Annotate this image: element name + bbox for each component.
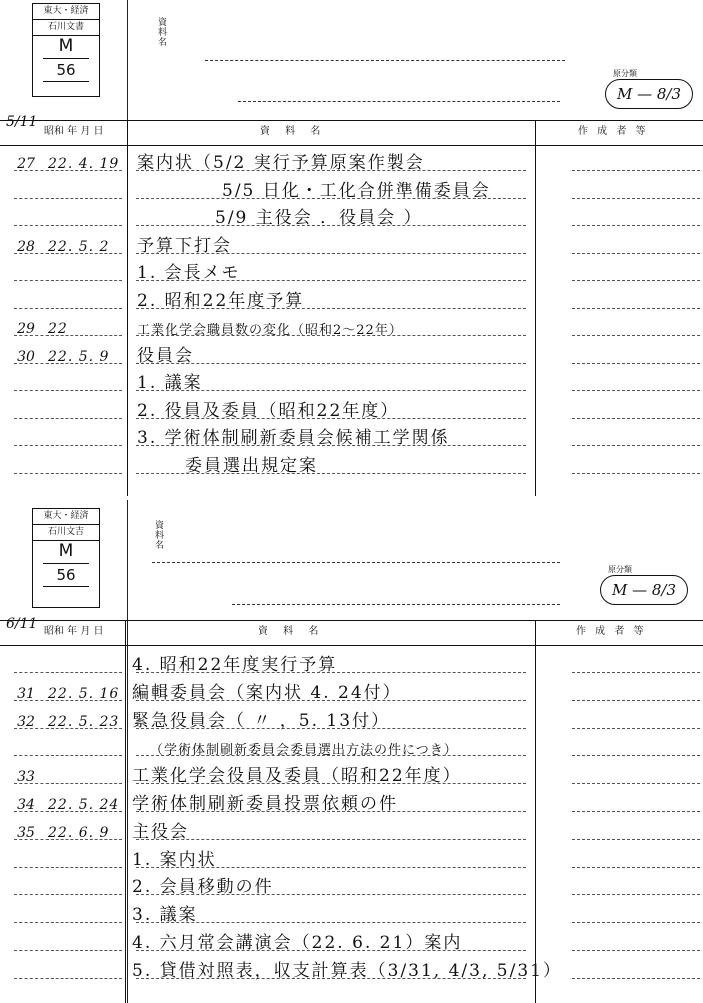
page-mark: 6/11 xyxy=(6,616,38,632)
classification-label: 原分類 xyxy=(608,565,632,574)
entry-title: 3. 学術体制刷新委員会候補工学関係 xyxy=(137,428,450,448)
leader-line xyxy=(46,198,122,199)
leader-line xyxy=(572,225,700,226)
entry-title: 5. 貸借対照表，収支計算表（3/31, 4/3, 5/31） xyxy=(132,960,562,981)
leader-line xyxy=(46,894,122,895)
entry-title: 1. 会長メモ xyxy=(137,263,241,283)
column-date: 昭和 年 月 日 xyxy=(44,626,104,637)
entry-row xyxy=(0,845,703,872)
classification xyxy=(605,68,693,109)
entry-row xyxy=(0,451,703,478)
entry-title: 4. 六月常会講演会（22. 6. 21）案内 xyxy=(132,933,463,953)
header-line xyxy=(232,604,560,605)
entry-row xyxy=(0,678,703,705)
entry-title: 5/5 日化・工化合併準備委員会 xyxy=(222,180,491,201)
entry-title: 1. 案内状 xyxy=(132,849,217,870)
entry-number: 34 xyxy=(17,797,35,813)
leader-line xyxy=(572,839,700,840)
leader-line xyxy=(572,253,700,254)
index-card-top xyxy=(0,0,703,496)
entry-title: 主役会 xyxy=(132,821,189,842)
entry-title: 役員会 xyxy=(137,345,194,366)
column-separator xyxy=(127,121,128,145)
entry-row xyxy=(0,231,703,258)
entry-date: 22. 4. 19 xyxy=(48,156,120,172)
entry-date: 22. 5. 23 xyxy=(48,713,120,730)
entry-row xyxy=(0,817,703,844)
leader-line xyxy=(572,922,700,923)
archive-stamp xyxy=(32,3,100,97)
entry-row xyxy=(0,286,703,313)
leader-line xyxy=(572,445,700,446)
leader-line xyxy=(572,308,700,309)
entry-title: 工業化学会職員数の変化（昭和2〜22年） xyxy=(137,323,403,338)
header-line xyxy=(152,562,560,563)
leader-line xyxy=(572,335,700,336)
archive-stamp xyxy=(32,508,100,608)
leader-line xyxy=(46,755,122,756)
column-author: 作 成 者 等 xyxy=(578,126,649,137)
entry-number: 28 xyxy=(17,238,35,255)
leader-line xyxy=(572,198,700,199)
leader-line xyxy=(572,755,700,756)
entry-number: 30 xyxy=(17,348,35,365)
entry-row xyxy=(0,176,703,203)
leader-line xyxy=(572,170,700,171)
leader-line xyxy=(46,672,122,673)
header-label: 資料名 xyxy=(158,18,168,48)
column-separator xyxy=(535,621,536,645)
entry-row xyxy=(0,956,703,983)
column-separator xyxy=(535,121,536,145)
column-name: 資 料 名 xyxy=(260,126,327,137)
stamp-line2: 石川文吉 xyxy=(33,525,99,541)
leader-line xyxy=(572,280,700,281)
entry-row xyxy=(0,148,703,175)
index-card-bottom xyxy=(0,500,703,1003)
entry-row xyxy=(0,900,703,927)
entry-title: 編輯委員会（案内状 4. 24付） xyxy=(132,682,402,703)
leader-line xyxy=(46,280,122,281)
entry-title: 2. 役員及委員（昭和22年度） xyxy=(137,400,400,421)
entry-title: 緊急役員会（ 〃 ，5. 13付） xyxy=(132,710,391,731)
leader-line xyxy=(572,473,700,474)
leader-line xyxy=(46,390,122,391)
entry-row xyxy=(0,872,703,899)
leader-line xyxy=(46,867,122,868)
entry-title: 4. 昭和22年度実行予算 xyxy=(132,655,338,675)
leader-line xyxy=(572,363,700,364)
entry-row xyxy=(0,313,703,340)
entry-row xyxy=(0,928,703,955)
leader-line xyxy=(136,363,526,364)
entry-row xyxy=(0,706,703,733)
header-line xyxy=(238,101,560,102)
leader-line xyxy=(46,783,122,784)
column-author: 作 成 者 等 xyxy=(576,626,647,637)
entry-title: 2. 昭和22年度予算 xyxy=(137,290,305,311)
leader-line xyxy=(46,418,122,419)
entry-title: 工業化学会役員及委員（昭和22年度） xyxy=(132,766,462,787)
stamp-line2: 石川文書 xyxy=(33,20,99,36)
header-line xyxy=(205,60,565,61)
stamp-number: 56 xyxy=(43,59,89,82)
classification-label: 原分類 xyxy=(613,69,637,78)
entry-row xyxy=(0,761,703,788)
leader-line xyxy=(572,867,700,868)
leader-line xyxy=(46,922,122,923)
entry-number: 33 xyxy=(17,769,35,786)
leader-line xyxy=(46,950,122,951)
leader-line xyxy=(572,418,700,419)
page-mark: 5/11 xyxy=(6,114,38,130)
entry-title: 予算下打会 xyxy=(137,235,232,256)
leader-line xyxy=(572,728,700,729)
leader-line xyxy=(572,811,700,812)
stamp-line1: 東大・経済 xyxy=(33,4,99,20)
leader-line xyxy=(572,700,700,701)
entry-row xyxy=(0,368,703,395)
entry-date: 22. 5. 2 xyxy=(48,238,110,255)
entry-date: 22. 5. 24 xyxy=(48,797,120,813)
classification-value: M — 8/3 xyxy=(605,79,693,109)
entry-title: 5/9 主役会 ．役員会 ） xyxy=(215,208,423,228)
entry-title: 1. 議案 xyxy=(137,373,203,393)
leader-line xyxy=(46,225,122,226)
entry-date: 22. 5. 16 xyxy=(48,685,120,702)
stamp-code: M xyxy=(43,541,89,564)
entry-row xyxy=(0,733,703,760)
entry-row xyxy=(0,396,703,423)
leader-line xyxy=(46,308,122,309)
leader-line xyxy=(46,445,122,446)
entry-title: 3. 議案 xyxy=(132,905,198,926)
entry-number: 35 xyxy=(17,824,35,841)
entry-row xyxy=(0,203,703,230)
column-name: 資 料 名 xyxy=(258,626,325,637)
stamp-line1: 東大・経済 xyxy=(33,509,99,525)
entry-date: 22. 5. 9 xyxy=(48,348,110,365)
entry-title: 2. 会員移動の件 xyxy=(132,877,274,898)
stamp-code: M xyxy=(43,36,89,59)
entry-row xyxy=(0,650,703,677)
stamp-number: 56 xyxy=(43,564,89,587)
entry-number: 32 xyxy=(17,713,35,730)
entry-row xyxy=(0,789,703,816)
entry-row xyxy=(0,341,703,368)
entry-row xyxy=(0,258,703,285)
leader-line xyxy=(572,950,700,951)
entry-number: 27 xyxy=(17,156,35,172)
leader-line xyxy=(572,894,700,895)
column-separator xyxy=(125,621,126,645)
leader-line xyxy=(46,473,122,474)
column-header xyxy=(0,620,703,646)
classification xyxy=(600,564,688,605)
leader-line xyxy=(46,978,122,979)
leader-line xyxy=(572,672,700,673)
leader-line xyxy=(572,390,700,391)
entry-title: 学術体制刷新委員投票依頼の件 xyxy=(132,794,398,814)
leader-line xyxy=(572,783,700,784)
entry-number: 29 xyxy=(17,321,35,337)
classification-value: M — 8/3 xyxy=(600,575,688,605)
entry-title: （学術体制刷新委員会委員選出方法の件につき） xyxy=(150,743,458,759)
leader-line xyxy=(136,839,526,840)
entry-date: 22 xyxy=(48,321,68,337)
entry-title: 委員選出規定案 xyxy=(185,455,318,476)
header-label: 資料名 xyxy=(155,521,165,551)
entry-row xyxy=(0,423,703,450)
column-date: 昭和 年 月 日 xyxy=(44,126,104,137)
entry-date: 22. 6. 9 xyxy=(48,824,110,841)
entry-number: 31 xyxy=(17,685,35,702)
leader-line xyxy=(572,978,700,979)
entry-title: 案内状（5/2 実行予算原案作製会 xyxy=(137,153,425,173)
column-header xyxy=(0,120,703,146)
